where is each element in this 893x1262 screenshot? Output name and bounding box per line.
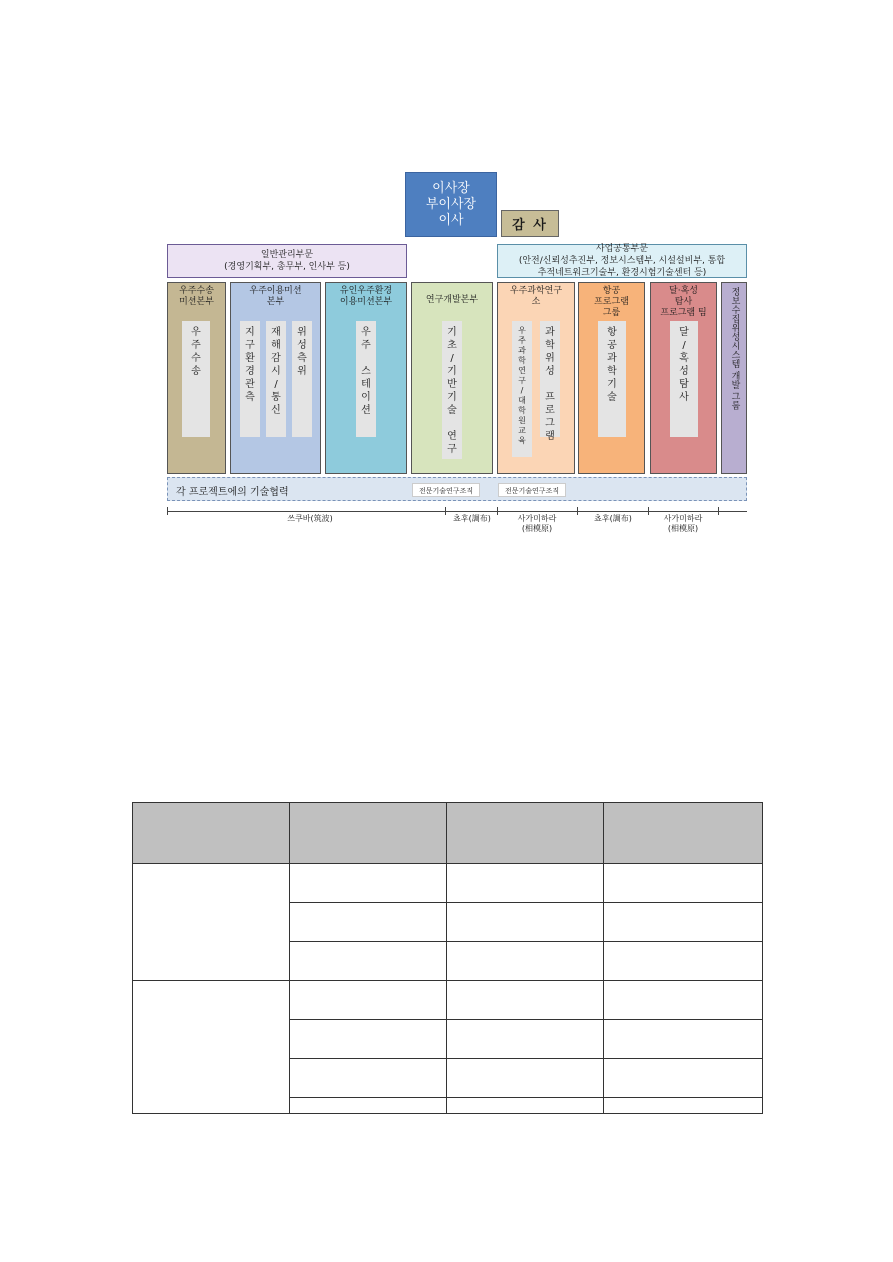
coop-tag: 전문기술연구조직 bbox=[412, 483, 480, 497]
strip-char: / bbox=[274, 379, 278, 390]
table-cell bbox=[447, 1059, 604, 1098]
coop-tag: 전문기술연구조직 bbox=[498, 483, 566, 497]
campus-name: 사가미하라 bbox=[663, 514, 703, 523]
unit-space-utilization bbox=[230, 282, 321, 474]
strip-char: 사 bbox=[679, 392, 689, 403]
campus-tick bbox=[497, 507, 498, 515]
unit-space-transport bbox=[167, 282, 226, 474]
unit-strip bbox=[356, 321, 376, 437]
strip-char: 지 bbox=[245, 327, 255, 338]
common-sector bbox=[497, 244, 747, 278]
table-cell bbox=[447, 1020, 604, 1059]
board-line2: 부이사장 bbox=[425, 196, 477, 212]
strip-char: 신 bbox=[271, 405, 281, 416]
strip-char: 측 bbox=[245, 392, 255, 403]
header-cell bbox=[290, 803, 447, 864]
table-cell bbox=[447, 903, 604, 942]
campus-label bbox=[270, 514, 350, 524]
strip-char: 션 bbox=[361, 405, 371, 416]
campus-name-kanji: (相模原) bbox=[667, 524, 699, 533]
strip-char: 술 bbox=[447, 405, 457, 416]
strip-char: 주 bbox=[191, 340, 201, 351]
strip-char: 대 bbox=[518, 396, 526, 405]
unit-title: 소 bbox=[531, 297, 541, 307]
table-cell bbox=[290, 1020, 447, 1059]
unit-strip bbox=[512, 321, 532, 457]
campus-name-kanji: (相模原) bbox=[521, 524, 553, 533]
unit-title: 프로그램 팀 bbox=[660, 308, 707, 318]
organization-chart bbox=[0, 0, 893, 560]
unit-space-science bbox=[497, 282, 575, 474]
unit-title: 탐사 bbox=[674, 297, 693, 307]
table-cell bbox=[604, 903, 763, 942]
strip-char: 과 bbox=[607, 353, 617, 364]
campus-tick bbox=[167, 507, 168, 515]
admin-sector-title: 일반관리부문 bbox=[260, 250, 314, 260]
strip-char: 술 bbox=[607, 392, 617, 403]
unit-title: 유인우주환경 bbox=[339, 286, 393, 296]
unit-title: 미션본부 bbox=[179, 297, 214, 307]
strip-char: 원 bbox=[518, 416, 526, 425]
strip-char: / bbox=[520, 386, 524, 395]
strip-char: 기 bbox=[607, 379, 617, 390]
strip-char: 학 bbox=[545, 340, 555, 351]
strip-char: 스 bbox=[361, 366, 371, 377]
audit-box: 감 사 bbox=[501, 210, 559, 237]
strip-char: 기 bbox=[447, 327, 457, 338]
strip-char: 주 bbox=[361, 340, 371, 351]
campus-label bbox=[579, 514, 647, 524]
strip-char: 그 bbox=[545, 418, 555, 429]
campus-label bbox=[447, 514, 497, 524]
unit-strip bbox=[670, 321, 698, 437]
strip-char: 경 bbox=[245, 366, 255, 377]
strip-char: 감 bbox=[271, 353, 281, 364]
unit-lunar-planetary bbox=[650, 282, 717, 474]
unit-title: 프로그램 bbox=[594, 297, 629, 307]
admin-sector bbox=[167, 244, 407, 278]
strip-char: 위 bbox=[297, 327, 307, 338]
common-sector-title: 사업공통부문 bbox=[595, 244, 649, 254]
strip-char bbox=[364, 352, 367, 365]
strip-char: 항 bbox=[607, 327, 617, 338]
board-box bbox=[405, 172, 497, 237]
tech-cooperation-bar bbox=[167, 477, 747, 501]
campus-label bbox=[650, 514, 716, 534]
strip-char bbox=[548, 378, 551, 391]
strip-char: 탐 bbox=[679, 379, 689, 390]
table-cell bbox=[604, 1098, 763, 1114]
table-cell bbox=[290, 942, 447, 981]
header-cell bbox=[604, 803, 763, 864]
strip-char: 학 bbox=[518, 356, 526, 365]
strip-char: 구 bbox=[447, 444, 457, 455]
header-cell bbox=[447, 803, 604, 864]
strip-char: 프 bbox=[545, 392, 555, 403]
strip-char: 재 bbox=[271, 327, 281, 338]
table-cell bbox=[604, 1059, 763, 1098]
group-cell bbox=[133, 864, 290, 981]
unit-title: 우주이용미션 bbox=[249, 286, 302, 296]
table-cell bbox=[447, 981, 604, 1020]
unit-strip bbox=[292, 321, 312, 437]
table-cell bbox=[447, 864, 604, 903]
strip-char: 공 bbox=[607, 340, 617, 351]
strip-char: 구 bbox=[518, 376, 526, 385]
strip-char: 측 bbox=[297, 353, 307, 364]
campus-tick bbox=[445, 507, 446, 515]
table-cell bbox=[290, 1098, 447, 1114]
campus-name: 사가미하라 bbox=[517, 514, 557, 523]
strip-char: 관 bbox=[245, 379, 255, 390]
unit-strip bbox=[540, 321, 560, 442]
table-cell bbox=[290, 864, 447, 903]
unit-title: 본부 bbox=[266, 297, 285, 307]
group-cell bbox=[133, 981, 290, 1114]
unit-aeronautics bbox=[578, 282, 645, 474]
campus-axis bbox=[167, 511, 747, 512]
unit-title: 달·혹성 bbox=[669, 286, 698, 296]
strip-char: 반 bbox=[447, 379, 457, 390]
board-line3: 이사 bbox=[438, 212, 464, 228]
strip-char: 기 bbox=[447, 392, 457, 403]
strip-char: 달 bbox=[679, 327, 689, 338]
strip-char: 교 bbox=[518, 426, 526, 435]
strip-char: 과 bbox=[518, 346, 526, 355]
strip-char: 혹 bbox=[679, 353, 689, 364]
campus-name: 쓰쿠바(筑波) bbox=[287, 514, 333, 523]
empty-table bbox=[132, 802, 763, 1114]
table-cell bbox=[290, 1059, 447, 1098]
table-cell bbox=[604, 981, 763, 1020]
admin-sector-detail: (경영기획부, 총무부, 인사부 등) bbox=[224, 262, 350, 272]
header-cell bbox=[133, 803, 290, 864]
strip-char: 수 bbox=[191, 353, 201, 364]
unit-strip bbox=[442, 321, 462, 459]
table-cell bbox=[290, 903, 447, 942]
table-row bbox=[133, 981, 763, 1020]
unit-research-development bbox=[411, 282, 493, 474]
unit-info-satellite bbox=[721, 282, 747, 474]
unit-strip bbox=[266, 321, 286, 437]
unit-info-title: 정보수집위성시스템 개발 그룹 bbox=[729, 287, 740, 410]
campus-tick bbox=[577, 507, 578, 515]
strip-char: 이 bbox=[361, 392, 371, 403]
coop-label: 각 프로젝트에의 기술협력 bbox=[176, 487, 289, 498]
strip-char: 시 bbox=[271, 366, 281, 377]
strip-char: / bbox=[450, 353, 454, 364]
unit-crewed-space bbox=[325, 282, 407, 474]
unit-title: 우주수송 bbox=[179, 286, 214, 296]
strip-char: 성 bbox=[545, 366, 555, 377]
strip-char: 연 bbox=[518, 366, 526, 375]
strip-char: 우 bbox=[361, 327, 371, 338]
table-header-row bbox=[133, 803, 763, 864]
table-cell bbox=[604, 1020, 763, 1059]
campus-tick bbox=[718, 507, 719, 515]
board-line1: 이사장 bbox=[432, 180, 470, 196]
strip-char: 학 bbox=[607, 366, 617, 377]
unit-title: 그룹 bbox=[602, 308, 621, 318]
table-cell bbox=[604, 942, 763, 981]
strip-char: 로 bbox=[545, 405, 555, 416]
unit-title: 이용미션본부 bbox=[339, 297, 393, 307]
common-sector-detail-2: 추적네트워크기술부, 환경시험기술센터 등) bbox=[537, 268, 707, 278]
strip-char: 과 bbox=[545, 327, 555, 338]
strip-char: 우 bbox=[518, 326, 526, 335]
campus-name: 쵸후(調布) bbox=[594, 514, 632, 523]
strip-char: 환 bbox=[245, 353, 255, 364]
table-row bbox=[133, 864, 763, 903]
campus-name: 쵸후(調布) bbox=[453, 514, 491, 523]
strip-char: 통 bbox=[271, 392, 281, 403]
strip-char: 주 bbox=[518, 336, 526, 345]
strip-char: 테 bbox=[361, 379, 371, 390]
unit-title: 우주과학연구 bbox=[509, 286, 563, 296]
strip-char: 기 bbox=[447, 366, 457, 377]
table-cell bbox=[447, 942, 604, 981]
strip-char: 램 bbox=[545, 431, 555, 442]
table-cell bbox=[290, 981, 447, 1020]
strip-char: 학 bbox=[518, 406, 526, 415]
strip-char: / bbox=[682, 340, 686, 351]
strip-char: 위 bbox=[545, 353, 555, 364]
strip-char: 위 bbox=[297, 366, 307, 377]
strip-char: 해 bbox=[271, 340, 281, 351]
unit-strip bbox=[182, 321, 210, 437]
campus-label bbox=[499, 514, 575, 534]
strip-char: 구 bbox=[245, 340, 255, 351]
unit-title: 연구개발본부 bbox=[425, 295, 479, 305]
strip-char bbox=[450, 417, 453, 430]
strip-char: 우 bbox=[191, 327, 201, 338]
strip-char: 성 bbox=[297, 340, 307, 351]
unit-title: 항공 bbox=[602, 286, 621, 296]
campus-tick bbox=[648, 507, 649, 515]
strip-char: 성 bbox=[679, 366, 689, 377]
unit-strip bbox=[598, 321, 626, 437]
strip-char: 송 bbox=[191, 366, 201, 377]
common-sector-detail-1: (안전/신뢰성추진부, 정보시스템부, 시설설비부, 통합 bbox=[518, 256, 726, 266]
unit-strip bbox=[240, 321, 260, 437]
strip-char: 초 bbox=[447, 340, 457, 351]
strip-char: 육 bbox=[518, 436, 526, 445]
table-cell bbox=[604, 864, 763, 903]
strip-char: 연 bbox=[447, 431, 457, 442]
table-cell bbox=[447, 1098, 604, 1114]
